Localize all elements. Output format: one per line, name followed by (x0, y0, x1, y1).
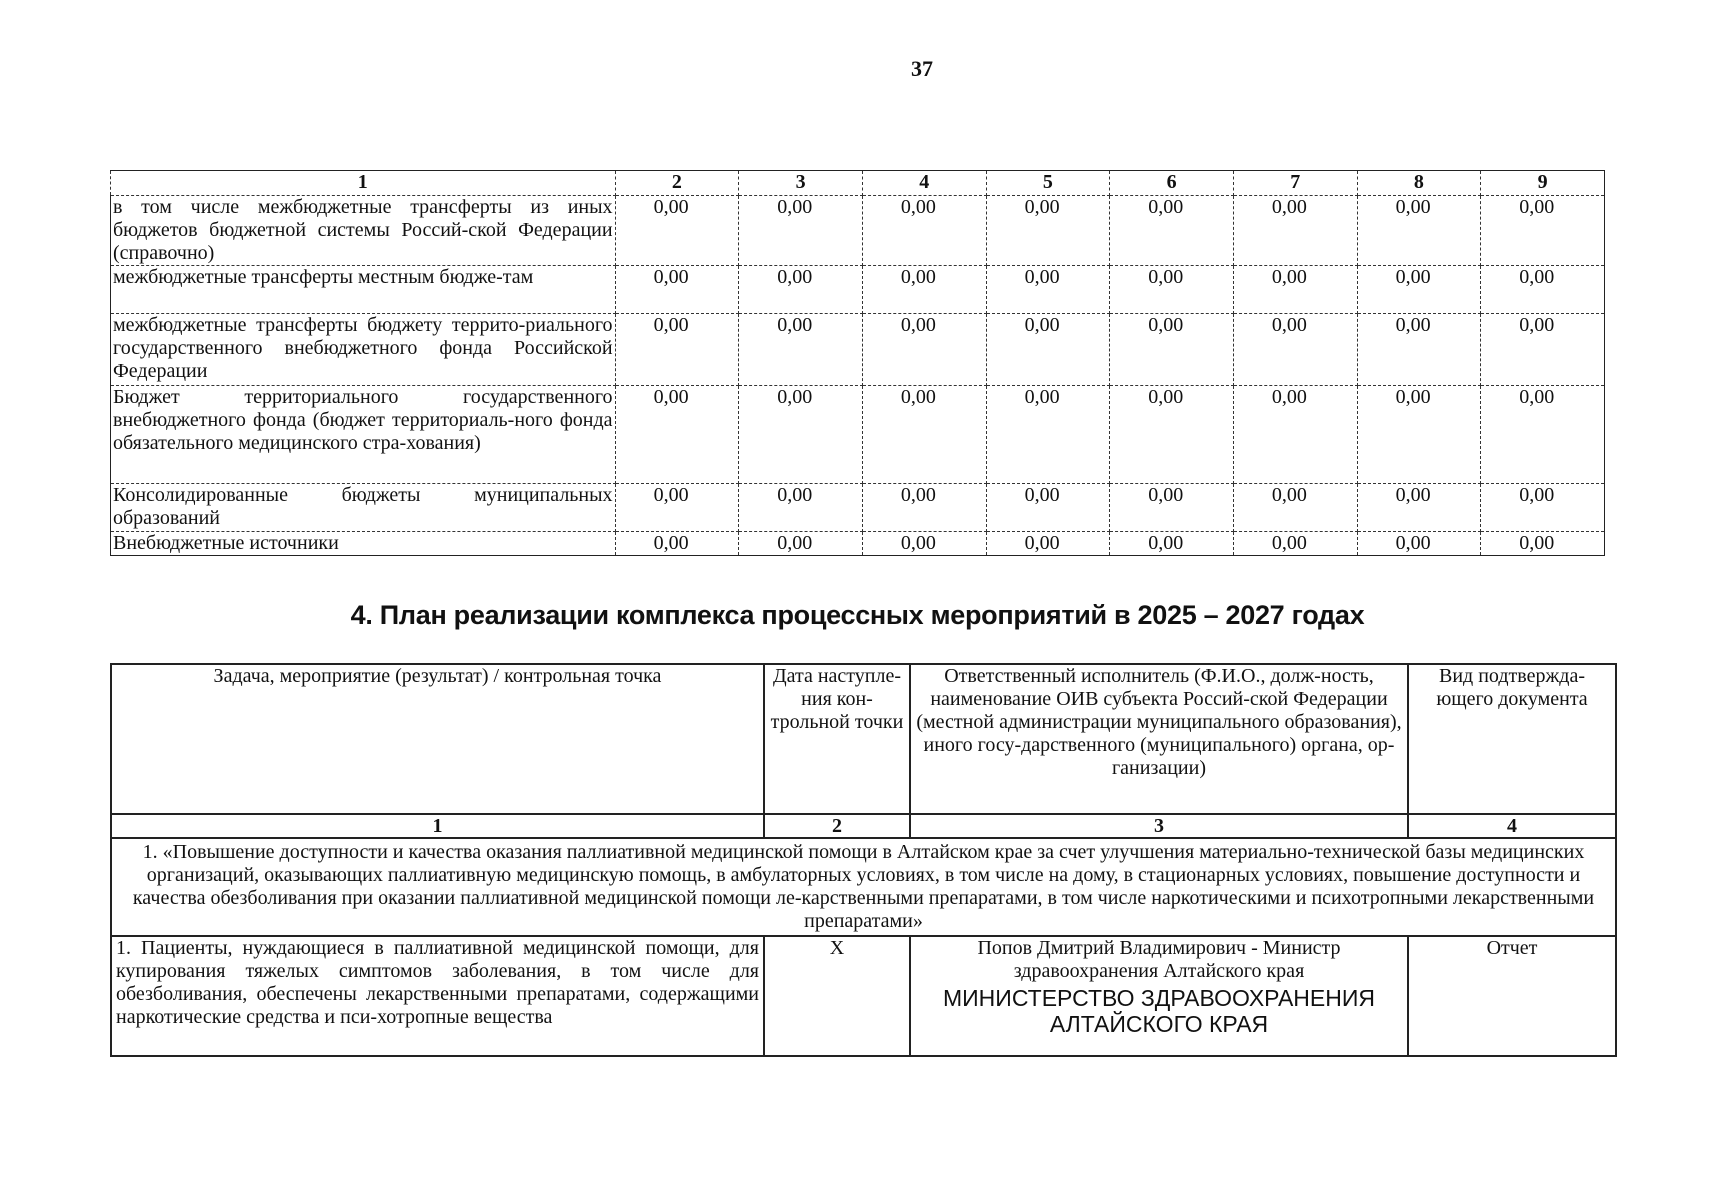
responsible-cell (910, 936, 1408, 1056)
budget-table-header (111, 171, 1605, 196)
column-number: 3 (739, 171, 863, 196)
row-label: Консолидированные бюджеты муниципальных образований (111, 484, 616, 532)
cell-value: 0,00 (1110, 484, 1234, 532)
cell-value: 0,00 (1357, 314, 1481, 386)
cell-value: 0,00 (739, 266, 863, 314)
cell-value: 0,00 (739, 196, 863, 266)
column-number: 4 (1408, 814, 1616, 838)
checkpoint-date: Х (764, 936, 910, 1056)
result-description: 1. Пациенты, нуждающиеся в паллиативной медицинской помощи, для купирования тяжелых симптомов заболевания, в том числе для обезболивания, обеспечены лекарственными препаратами, содержащими наркотические средства и пси-хотропные вещества (111, 936, 764, 1056)
cell-value: 0,00 (1481, 386, 1605, 484)
cell-value: 0,00 (986, 532, 1110, 556)
cell-value: 0,00 (862, 266, 986, 314)
cell-value: 0,00 (1357, 266, 1481, 314)
column-header-task: Задача, мероприятие (результат) / контрольная точка (111, 664, 764, 814)
page-number: 37 (911, 56, 933, 81)
cell-value: 0,00 (1357, 196, 1481, 266)
table-row (111, 484, 1605, 532)
cell-value: 0,00 (1110, 266, 1234, 314)
responsible-person: Попов Дмитрий Владимирович - Министр здравоохранения Алтайского края (977, 937, 1341, 982)
cell-value: 0,00 (986, 386, 1110, 484)
column-header-responsible: Ответственный исполнитель (Ф.И.О., долж-ность, наименование ОИВ субъекта Россий-ской Федерации (местной администрации муниципального образования), иного госу-дарственного (муниципального) органа, ор-ганизации) (910, 664, 1408, 814)
cell-value: 0,00 (862, 314, 986, 386)
cell-value: 0,00 (862, 484, 986, 532)
column-number: 2 (615, 171, 739, 196)
table-row (111, 386, 1605, 484)
table-row (111, 314, 1605, 386)
column-header-document: Вид подтвержда-ющего документа (1408, 664, 1616, 814)
task-description: 1. «Повышение доступности и качества оказания паллиативной медицинской помощи в Алтайском крае за счет улучшения материально-технической базы медицинских организаций, оказывающих паллиативную медицинскую помощь, в амбулаторных условиях, в том числе на дому, в стационарных условиях, повышение доступности и качества обезболивания при оказании паллиативной медицинской помощи ле-карственными препаратами, в том числе наркотическими и психотропными лекарственными препаратами» (111, 838, 1616, 936)
column-number: 8 (1357, 171, 1481, 196)
document-type: Отчет (1408, 936, 1616, 1056)
table-row (111, 196, 1605, 266)
cell-value: 0,00 (986, 484, 1110, 532)
cell-value: 0,00 (739, 532, 863, 556)
column-number: 1 (111, 814, 764, 838)
row-label: межбюджетные трансферты бюджету террито-риального государственного внебюджетного фонда Российской Федерации (111, 314, 616, 386)
column-number: 1 (111, 171, 616, 196)
cell-value: 0,00 (1110, 196, 1234, 266)
cell-value: 0,00 (615, 196, 739, 266)
row-label: Бюджет территориального государственного внебюджетного фонда (бюджет территориаль-ного фонда обязательного медицинского стра-хования) (111, 386, 616, 484)
row-label: Внебюджетные источники (111, 532, 616, 556)
cell-value: 0,00 (1357, 484, 1481, 532)
column-number: 9 (1481, 171, 1605, 196)
cell-value: 0,00 (1233, 532, 1357, 556)
column-number: 5 (986, 171, 1110, 196)
cell-value: 0,00 (1481, 484, 1605, 532)
cell-value: 0,00 (739, 314, 863, 386)
cell-value: 0,00 (1110, 314, 1234, 386)
cell-value: 0,00 (1481, 532, 1605, 556)
column-number: 4 (862, 171, 986, 196)
table-row (111, 266, 1605, 314)
cell-value: 0,00 (1233, 314, 1357, 386)
column-number: 2 (764, 814, 910, 838)
table-row (111, 532, 1605, 556)
column-number: 7 (1233, 171, 1357, 196)
task-row (111, 838, 1616, 936)
column-header-date: Дата наступле-ния кон-трольной точки (764, 664, 910, 814)
column-number: 3 (910, 814, 1408, 838)
column-number: 6 (1110, 171, 1234, 196)
cell-value: 0,00 (986, 196, 1110, 266)
cell-value: 0,00 (615, 532, 739, 556)
cell-value: 0,00 (739, 386, 863, 484)
cell-value: 0,00 (1481, 196, 1605, 266)
organization-stamp: МИНИСТЕРСТВО ЗДРАВООХРАНЕНИЯ АЛТАЙСКОГО КРАЯ (942, 985, 1376, 1037)
cell-value: 0,00 (986, 314, 1110, 386)
cell-value: 0,00 (1110, 386, 1234, 484)
cell-value: 0,00 (1233, 266, 1357, 314)
cell-value: 0,00 (1233, 484, 1357, 532)
plan-table-column-numbers (111, 814, 1616, 838)
section-heading: 4. План реализации комплекса процессных мероприятий в 2025 – 2027 годах (350, 600, 1365, 630)
cell-value: 0,00 (1233, 196, 1357, 266)
cell-value: 0,00 (862, 386, 986, 484)
cell-value: 0,00 (862, 196, 986, 266)
cell-value: 0,00 (1110, 532, 1234, 556)
cell-value: 0,00 (1233, 386, 1357, 484)
cell-value: 0,00 (739, 484, 863, 532)
cell-value: 0,00 (615, 266, 739, 314)
cell-value: 0,00 (862, 532, 986, 556)
cell-value: 0,00 (1481, 266, 1605, 314)
plan-table (110, 663, 1617, 1057)
cell-value: 0,00 (1481, 314, 1605, 386)
row-label: межбюджетные трансферты местным бюдже-там (111, 266, 616, 314)
table-row (111, 936, 1616, 1056)
plan-table-header (111, 664, 1616, 814)
cell-value: 0,00 (1357, 386, 1481, 484)
cell-value: 0,00 (1357, 532, 1481, 556)
cell-value: 0,00 (986, 266, 1110, 314)
cell-value: 0,00 (615, 314, 739, 386)
cell-value: 0,00 (615, 386, 739, 484)
budget-table (110, 170, 1605, 556)
cell-value: 0,00 (615, 484, 739, 532)
row-label: в том числе межбюджетные трансферты из иных бюджетов бюджетной системы Россий-ской Федерации (справочно) (111, 196, 616, 266)
